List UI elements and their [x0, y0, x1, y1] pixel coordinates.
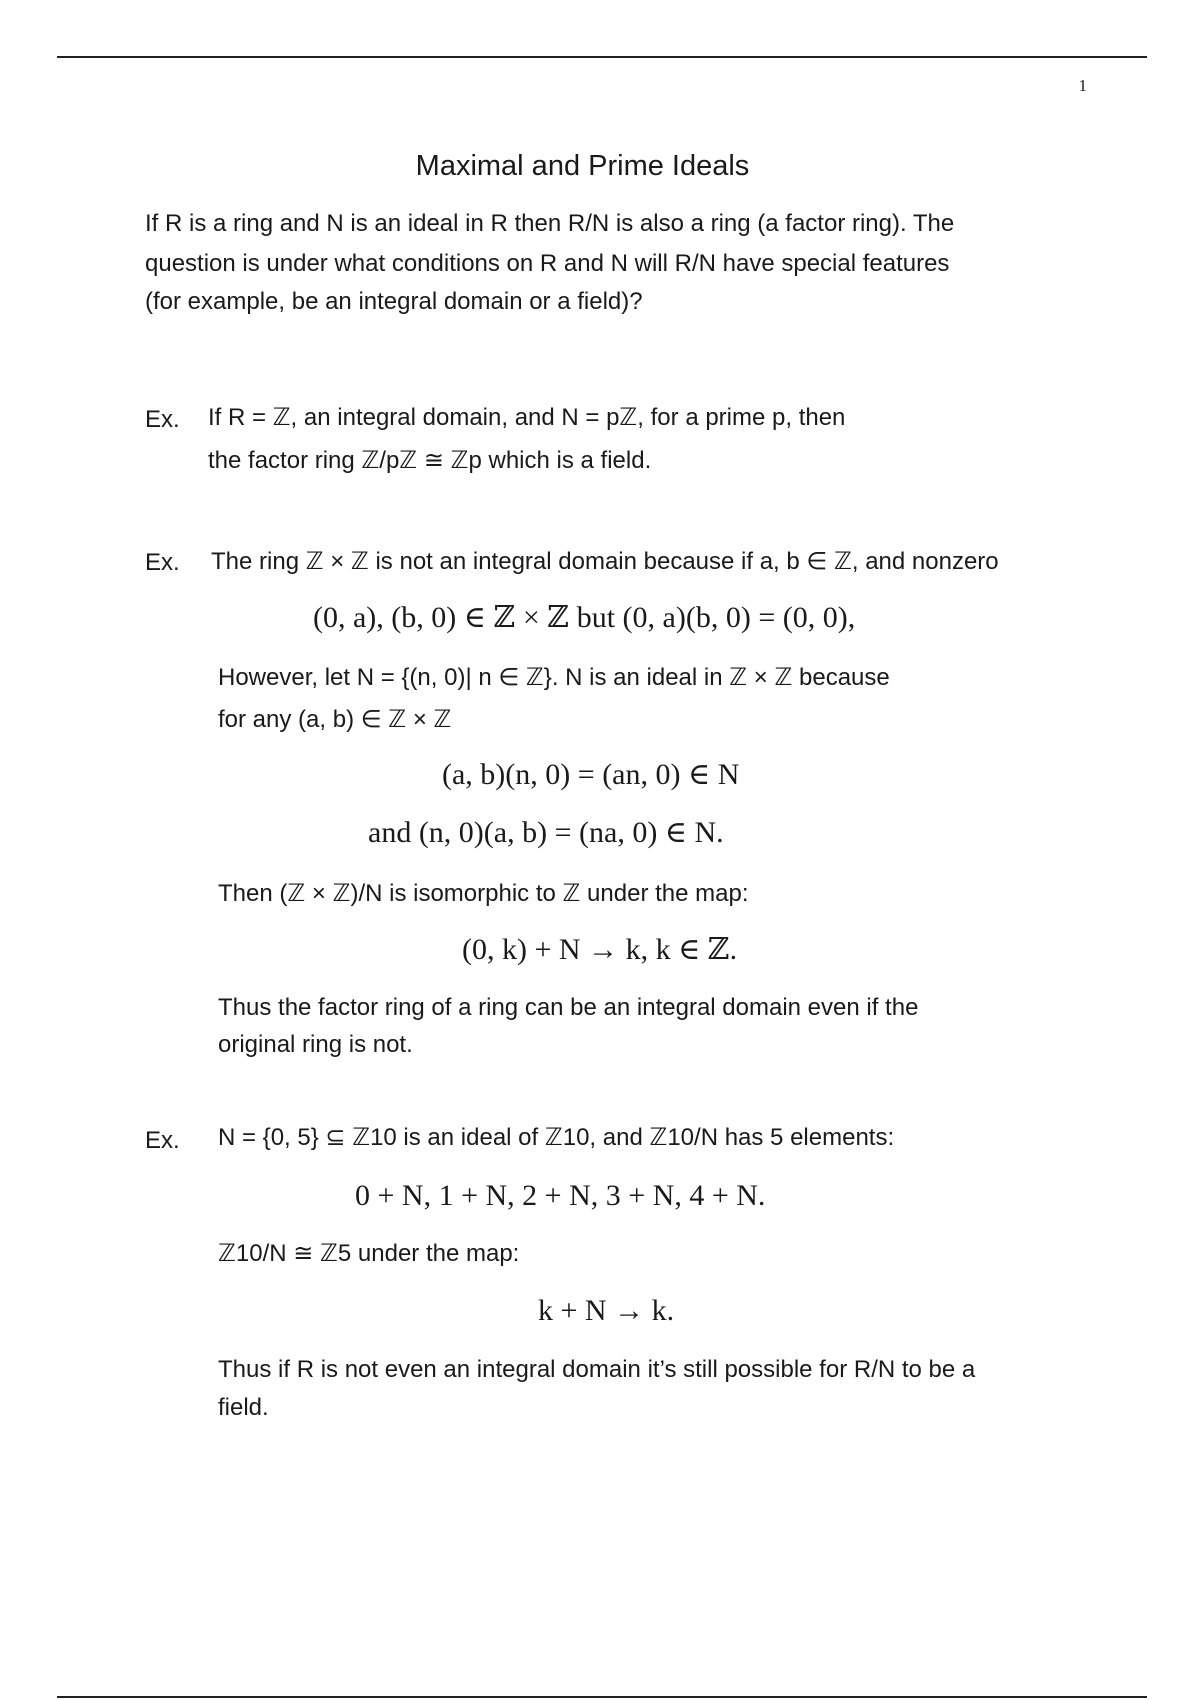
example-1-label: Ex. — [145, 406, 180, 433]
example-3-equation-1: 0 + N, 1 + N, 2 + N, 3 + N, 4 + N. — [355, 1179, 766, 1212]
intro-line-1: If R is a ring and N is an ideal in R then R/N is also a ring (a factor ring). The — [145, 210, 955, 237]
example-2-equation-4: (0, k) + N → k, k ∈ ℤ. — [462, 933, 738, 966]
example-2-line-9: Thus the factor ring of a ring can be an integral domain even if the — [218, 994, 919, 1021]
example-2-equation-3: and (n, 0)(a, b) = (na, 0) ∈ N. — [368, 816, 724, 849]
example-2-label: Ex. — [145, 549, 180, 576]
example-1-line-2: the factor ring ℤ/pℤ ≅ ℤp which is a field. — [208, 447, 652, 474]
example-3-line-6: field. — [218, 1394, 269, 1421]
example-3-line-1: N = {0, 5} ⊆ ℤ10 is an ideal of ℤ10, and ℤ10/N has 5 elements: — [218, 1124, 895, 1151]
example-2-equation-1: (0, a), (b, 0) ∈ ℤ × ℤ but (0, a)(b, 0) = (0, 0), — [313, 601, 856, 634]
example-2-line-4: for any (a, b) ∈ ℤ × ℤ — [218, 706, 452, 733]
footer-rule — [57, 1696, 1147, 1698]
example-2-line-3: However, let N = {(n, 0)| n ∈ ℤ}. N is an ideal in ℤ × ℤ because — [218, 664, 890, 691]
example-2-line-7: Then (ℤ × ℤ)/N is isomorphic to ℤ under the map: — [218, 880, 749, 907]
header-rule — [57, 56, 1147, 58]
example-2-line-10: original ring is not. — [218, 1031, 413, 1058]
example-3-label: Ex. — [145, 1127, 180, 1154]
intro-line-2: question is under what conditions on R and N will R/N have special features — [145, 250, 950, 277]
example-3-line-3: ℤ10/N ≅ ℤ5 under the map: — [218, 1240, 520, 1267]
page-title: Maximal and Prime Ideals — [415, 150, 750, 182]
example-2-line-1: The ring ℤ × ℤ is not an integral domain because if a, b ∈ ℤ, and nonzero — [211, 548, 999, 575]
example-1-line-1: If R = ℤ, an integral domain, and N = pℤ, for a prime p, then — [208, 404, 846, 431]
example-3-equation-2: k + N → k. — [538, 1294, 675, 1327]
example-3-line-5: Thus if R is not even an integral domain it’s still possible for R/N to be a — [218, 1356, 976, 1383]
intro-line-3: (for example, be an integral domain or a field)? — [145, 288, 643, 315]
page-number: 1 — [1078, 76, 1087, 95]
example-2-equation-2: (a, b)(n, 0) = (an, 0) ∈ N — [442, 758, 740, 791]
